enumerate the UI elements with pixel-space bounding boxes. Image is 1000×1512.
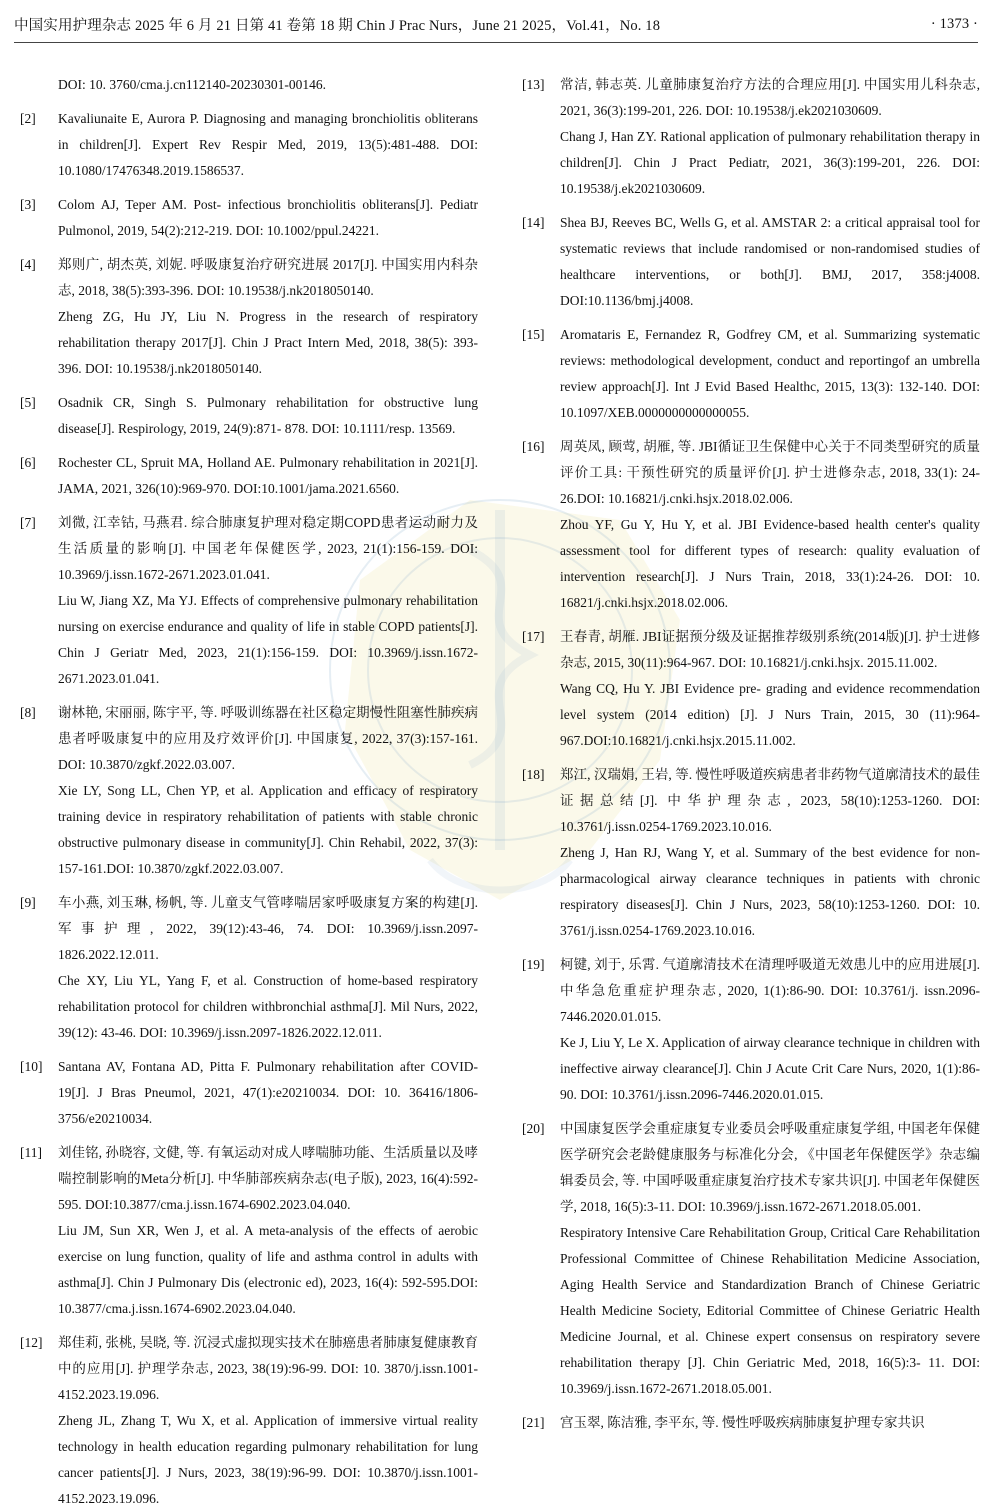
reference-entry: [522, 1116, 980, 1402]
reference-line: Zheng JL, Zhang T, Wu X, et al. Application of immersive virtual reality technology in health education regarding pulmonary rehabilitation for lung cancer patients[J]. J Nurs, 2023, 38(19):96-99. DOI: 10.3870/j.issn.1001-4152.2023.19.096.: [58, 1413, 478, 1506]
reference-text: [560, 322, 980, 426]
reference-line: 郑则广, 胡杰英, 刘妮. 呼吸康复治疗研究进展 2017[J]. 中国实用内科杂志, 2018, 38(5):393-396. DOI: 10.19538/j.nk2018050140.: [58, 257, 478, 298]
reference-entry: [522, 952, 980, 1108]
reference-line: Kavaliunaite E, Aurora P. Diagnosing and managing bronchiolitis obliterans in children[J]. Expert Rev Respir Med, 2019, 13(5):481-488. DOI: 10.1080/17476348.2019.1586537.: [58, 111, 478, 178]
reference-entry: [522, 1410, 980, 1436]
reference-entry: [522, 624, 980, 754]
reference-line: Osadnik CR, Singh S. Pulmonary rehabilitation for obstructive lung disease[J]. Respirology, 2019, 24(9):871- 878. DOI: 10.1111/resp. 13569.: [58, 395, 478, 436]
reference-line: Zheng ZG, Hu JY, Liu N. Progress in the research of respiratory rehabilitation therapy 2017[J]. Chin J Pract Intern Med, 2018, 38(5): 393-396. DOI: 10.19538/j.nk2018050140.: [58, 309, 478, 376]
references-column-left: [20, 72, 478, 1506]
reference-number: [9]: [20, 895, 36, 910]
reference-text: [58, 1330, 478, 1512]
reference-entry: [20, 890, 478, 1046]
reference-text: [58, 510, 478, 692]
references-column-right: [522, 72, 980, 1468]
reference-text: [58, 450, 478, 502]
reference-entry: [20, 1330, 478, 1512]
page-header: [14, 10, 978, 38]
reference-line: Xie LY, Song LL, Chen YP, et al. Application and efficacy of respiratory training device in respiratory rehabilitation of patients with stable chronic obstructive pulmonary disease in community[J]. Chin Rehabil, 2022, 37(3): 157-161.DOI: 10.3870/zgkf.2022.03.007.: [58, 783, 478, 876]
reference-number: [5]: [20, 395, 36, 410]
reference-text: [560, 1116, 980, 1402]
reference-number: [10]: [20, 1059, 43, 1074]
reference-line: 中国康复医学会重症康复专业委员会呼吸重症康复学组, 中国老年保健医学研究会老龄健康服务与标准化分会, 《中国老年保健医学》杂志编辑委员会, 等. 中国呼吸重症康复治疗技术专家共识[J]. 中国老年保健医学, 2018, 16(5):3-11. DOI: 10.3969/j.issn.1672-2671.2018.05.001.: [560, 1121, 980, 1214]
page-number: · 1373 ·: [930, 15, 978, 32]
reference-number: [4]: [20, 257, 36, 272]
reference-text: [58, 192, 478, 244]
reference-entry: [20, 510, 478, 692]
reference-entry: [20, 192, 478, 244]
reference-line: 柯键, 刘于, 乐霄. 气道廓清技术在清理呼吸道无效患儿中的应用进展[J]. 中华急危重症护理杂志, 2020, 1(1):86-90. DOI: 10.3761/j. issn.2096-7446.2020.01.015.: [560, 957, 980, 1024]
reference-line: Santana AV, Fontana AD, Pitta F. Pulmonary rehabilitation after COVID-19[J]. J Bras Pneumol, 2021, 47(1):e20210034. DOI: 10. 36416/1806-3756/e20210034.: [58, 1059, 478, 1126]
reference-text: [560, 624, 980, 754]
header-divider: [14, 42, 978, 43]
reference-entry: [20, 106, 478, 184]
reference-line: DOI: 10. 3760/cma.j.cn112140-20230301-00146.: [58, 77, 326, 92]
reference-number: [7]: [20, 515, 36, 530]
reference-number: [12]: [20, 1335, 43, 1350]
reference-entry: [20, 700, 478, 882]
reference-line: Zheng J, Han RJ, Wang Y, et al. Summary of the best evidence for non-pharmacological airway clearance techniques in patients with chronic respiratory diseases[J]. Chin J Nurs, 2023, 58(10):1253-1260. DOI: 10. 3761/j.issn.0254-1769.2023.10.016.: [560, 845, 980, 938]
reference-line: Aromataris E, Fernandez R, Godfrey CM, et al. Summarizing systematic reviews: methodological development, conduct and reportingof an umbrella review approach[J]. Int J Evid Based Healthc, 2015, 13(3): 132-140. DOI: 10.1097/XEB.0000000000000055.: [560, 327, 980, 420]
reference-number: [2]: [20, 111, 36, 126]
reference-number: [20]: [522, 1121, 545, 1136]
reference-line: Respiratory Intensive Care Rehabilitation Group, Critical Care Rehabilitation Professional Committee of Chinese Rehabilitation Medicine Association, Aging Health Service and Standardization Branch of Chinese Geriatric Health Medicine Society, Editorial Committee of Chinese Geriatric Health Medicine Journal, et al. Chinese expert consensus on respiratory severe rehabilitation therapy [J]. Chin Geriatric Med, 2018, 16(5):3- 11. DOI: 10.3969/j.issn.1672-2671.2018.05.001.: [560, 1225, 980, 1396]
reference-line: 王春青, 胡雁. JBI证据预分级及证据推荐级别系统(2014版)[J]. 护士进修杂志, 2015, 30(11):964-967. DOI: 10.16821/j.cnki.hsjx. 2015.11.002.: [560, 629, 980, 670]
reference-line: 刘微, 江幸钴, 马燕君. 综合肺康复护理对稳定期COPD患者运动耐力及生活质量的影响[J]. 中国老年保健医学, 2023, 21(1):156-159. DOI: 10.3969/j.issn.1672-2671.2023.01.041.: [58, 515, 478, 582]
reference-text: [58, 106, 478, 184]
reference-text: [58, 72, 478, 98]
reference-line: 郑江, 汉瑞娟, 王岩, 等. 慢性呼吸道疾病患者非药物气道廓清技术的最佳证据总结[J]. 中华护理杂志, 2023, 58(10):1253-1260. DOI: 10.3761/j.issn.0254-1769.2023.10.016.: [560, 767, 980, 834]
reference-line: Liu JM, Sun XR, Wen J, et al. A meta-analysis of the effects of aerobic exercise on lung function, quality of life and asthma control in adults with asthma[J]. Chin J Pulmonary Dis (electronic ed), 2023, 16(4): 592-595.DOI: 10.3877/cma.j.issn.1674-6902.2023.04.040.: [58, 1223, 478, 1316]
reference-entry: [522, 762, 980, 944]
reference-line: 郑佳莉, 张桃, 吴晓, 等. 沉浸式虚拟现实技术在肺癌患者肺康复健康教育中的应用[J]. 护理学杂志, 2023, 38(19):96-99. DOI: 10. 3870/j.issn.1001-4152.2023.19.096.: [58, 1335, 478, 1402]
reference-line: 宫玉翠, 陈洁雅, 李平东, 等. 慢性呼吸疾病肺康复护理专家共识: [560, 1415, 925, 1430]
reference-text: [560, 952, 980, 1108]
reference-line: 车小燕, 刘玉琳, 杨帆, 等. 儿童支气管哮喘居家呼吸康复方案的构建[J]. 军事护理, 2022, 39(12):43-46, 74. DOI: 10.3969/j.issn.2097-1826.2022.12.011.: [58, 895, 478, 962]
reference-line: Liu W, Jiang XZ, Ma YJ. Effects of comprehensive pulmonary rehabilitation nursing on exercise endurance and quality of life in stable COPD patients[J]. Chin J Geriatr Med, 2023, 21(1):156-159. DOI: 10.3969/j.issn.1672-2671.2023.01.041.: [58, 593, 478, 686]
reference-text: [560, 762, 980, 944]
reference-text: [58, 700, 478, 882]
reference-line: Rochester CL, Spruit MA, Holland AE. Pulmonary rehabilitation in 2021[J]. JAMA, 2021, 326(10):969-970. DOI:10.1001/jama.2021.6560.: [58, 455, 478, 496]
reference-number: [21]: [522, 1415, 545, 1430]
reference-text: [58, 252, 478, 382]
reference-number: [18]: [522, 767, 545, 782]
reference-entry: [20, 252, 478, 382]
reference-line: 刘佳铭, 孙晓容, 文健, 等. 有氧运动对成人哮喘肺功能、生活质量以及哮喘控制影响的Meta分析[J]. 中华肺部疾病杂志(电子版), 2023, 16(4):592-595. DOI:10.3877/cma.j.issn.1674-6902.2023.04.040.: [58, 1145, 478, 1212]
reference-entry: [522, 322, 980, 426]
reference-text: [560, 434, 980, 616]
reference-number: [19]: [522, 957, 545, 972]
reference-number: [8]: [20, 705, 36, 720]
reference-line: Wang CQ, Hu Y. JBI Evidence pre- grading and evidence recommendation level system (2014 edition) [J]. J Nurs Train, 2015, 30 (11):964-967.DOI:10.16821/j.cnki.hsjx.2015.11.002.: [560, 681, 980, 748]
reference-text: [560, 210, 980, 314]
references-section: [20, 72, 980, 1506]
reference-entry: [522, 434, 980, 616]
reference-entry: [522, 210, 980, 314]
reference-text: [58, 1054, 478, 1132]
journal-header-text: 中国实用护理杂志 2025 年 6 月 21 日第 41 卷第 18 期 Chin J Prac Nurs，June 21 2025，Vol.41，No. 18: [14, 17, 661, 34]
reference-number: [17]: [522, 629, 545, 644]
reference-entry: [20, 450, 478, 502]
reference-text: [560, 1410, 980, 1436]
reference-entry: [20, 1054, 478, 1132]
reference-line: Colom AJ, Teper AM. Post- infectious bronchiolitis obliterans[J]. Pediatr Pulmonol, 2019, 54(2):212-219. DOI: 10.1002/ppul.24221.: [58, 197, 478, 238]
reference-line: Ke J, Liu Y, Le X. Application of airway clearance technique in children with ineffective airway clearance[J]. Chin J Acute Crit Care Nurs, 2020, 1(1):86-90. DOI: 10.3761/j.issn.2096-7446.2020.01.015.: [560, 1035, 980, 1102]
reference-number: [16]: [522, 439, 545, 454]
reference-number: [15]: [522, 327, 545, 342]
reference-text: [58, 390, 478, 442]
reference-number: [11]: [20, 1145, 42, 1160]
reference-line: 谢林艳, 宋丽丽, 陈宇平, 等. 呼吸训练器在社区稳定期慢性阻塞性肺疾病患者呼吸康复中的应用及疗效评价[J]. 中国康复, 2022, 37(3):157-161. DOI: 10.3870/zgkf.2022.03.007.: [58, 705, 478, 772]
reference-entry: [20, 72, 478, 98]
reference-entry: [20, 390, 478, 442]
reference-line: Shea BJ, Reeves BC, Wells G, et al. AMSTAR 2: a critical appraisal tool for systematic reviews that include randomised or non-randomised studies of healthcare interventions, or both[J]. BMJ, 2017, 358:j4008. DOI:10.1136/bmj.j4008.: [560, 215, 980, 308]
reference-entry: [522, 72, 980, 202]
reference-line: Che XY, Liu YL, Yang F, et al. Construction of home-based respiratory rehabilitation protocol for children withbronchial asthma[J]. Mil Nurs, 2022, 39(12): 43-46. DOI: 10.3969/j.issn.2097-1826.2022.12.011.: [58, 973, 478, 1040]
reference-number: [6]: [20, 455, 36, 470]
reference-line: 常洁, 韩志英. 儿童肺康复治疗方法的合理应用[J]. 中国实用儿科杂志, 2021, 36(3):199-201, 226. DOI: 10.19538/j.ek2021030609.: [560, 77, 980, 118]
reference-number: [14]: [522, 215, 545, 230]
reference-number: [3]: [20, 197, 36, 212]
reference-line: 周英凤, 顾莺, 胡雁, 等. JBI循证卫生保健中心关于不同类型研究的质量评价工具: 干预性研究的质量评价[J]. 护士进修杂志, 2018, 33(1): 24-26.DOI: 10.16821/j.cnki.hsjx.2018.02.006.: [560, 439, 980, 506]
reference-line: Chang J, Han ZY. Rational application of pulmonary rehabilitation therapy in children[J]. Chin J Pract Pediatr, 2021, 36(3):199-201, 226. DOI: 10.19538/j.ek2021030609.: [560, 129, 980, 196]
reference-number: [13]: [522, 77, 545, 92]
reference-text: [560, 72, 980, 202]
reference-entry: [20, 1140, 478, 1322]
reference-line: Zhou YF, Gu Y, Hu Y, et al. JBI Evidence-based health center's quality assessment tool for different types of research: quality evaluation of intervention research[J]. J Nurs Train, 2018, 33(1):24-26. DOI: 10. 16821/j.cnki.hsjx.2018.02.006.: [560, 517, 980, 610]
reference-text: [58, 1140, 478, 1322]
reference-text: [58, 890, 478, 1046]
